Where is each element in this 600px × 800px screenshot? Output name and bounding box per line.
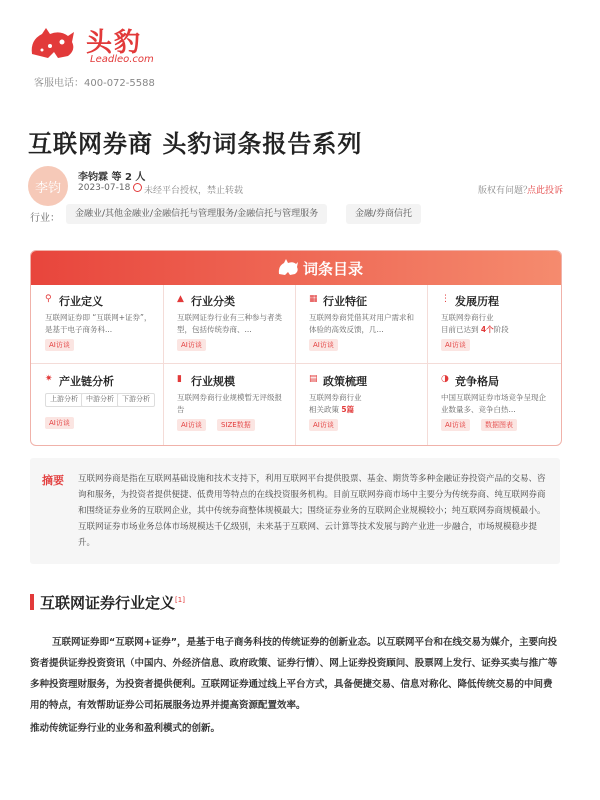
item-desc: 中国互联网证券市场竞争呈现企业数量多、竞争白热... <box>441 393 546 414</box>
ai-chip[interactable]: AI访谈 <box>45 339 74 351</box>
leopard-icon <box>277 257 299 279</box>
publish-date: 2023-07-18 <box>78 183 131 193</box>
item-desc: 互联网券商行业 相关政策 5篇 <box>309 393 362 414</box>
catalog-panel: 词条目录 ⚲ 行业定义 互联网证券即 “互联网+证券”，是基于电子商务科... AI访谈 ▲ 行业分类 互联网证券行业有三种参与者类型，包括传统券商、... AI访谈 ▦ 行业特征 互联网券商凭借其对用户需求和体验的高效反馈，几... AI访谈 ⋮ 发展历程 互联网券商行业 目前已达到 4个阶段 AI访谈 ✷ 产业链分析 上游分析 中游分析 下游分析 AI访谈 ▮ 行业规模 互联网券商行业规模暂无评级报告 AI访谈 SIZE数据 ▤ 政策梳理 互联网券商行业 相关政策 5篇 AI访谈 ◑ 竞争格局 中国互联网证券市场竞争呈现企业数量多、竞争白热... AI访谈 数据图表 <box>30 250 562 446</box>
logo-text: 头豹 <box>86 28 143 58</box>
chain-icon: ✷ <box>45 374 53 384</box>
grid-icon: ▦ <box>309 294 318 304</box>
size-data-chip[interactable]: SIZE数据 <box>217 419 255 431</box>
ai-chip[interactable]: AI访谈 <box>177 339 206 351</box>
section-title: 互联网证券行业定义[1] <box>40 594 185 612</box>
forbidden-icon <box>133 183 142 192</box>
authors[interactable]: 李钧霖 等 2 人 <box>78 172 146 183</box>
ai-chip[interactable]: AI访谈 <box>45 417 74 429</box>
avatar: 李钧 <box>28 166 68 206</box>
chart-data-chip[interactable]: 数据图表 <box>481 419 517 431</box>
ai-chip[interactable]: AI访谈 <box>441 419 470 431</box>
section-paragraph: 推动传统证券行业的业务和盈利模式的创新。 <box>30 723 221 734</box>
complaint-link[interactable]: 点此投诉 <box>527 186 564 196</box>
item-desc: 互联网券商行业 目前已达到 4个阶段 <box>441 313 509 334</box>
rights-question: 版权有问题？ <box>478 186 533 196</box>
abstract-label: 摘要 <box>42 474 64 487</box>
abstract-box <box>30 458 560 564</box>
bar-chart-icon: ▮ <box>177 374 182 384</box>
item-desc: 互联网券商凭借其对用户需求和体验的高效反馈，几... <box>309 313 414 334</box>
item-desc: 互联网证券行业有三种参与者类型，包括传统券商、... <box>177 313 282 334</box>
ai-chip[interactable]: AI访谈 <box>177 419 206 431</box>
ai-chip[interactable]: AI访谈 <box>309 339 338 351</box>
page-title: 互联网券商 头豹词条报告系列 <box>28 130 363 158</box>
timeline-icon: ⋮ <box>441 294 450 304</box>
item-desc: 互联网证券即 “互联网+证券”，是基于电子商务科... <box>45 313 152 334</box>
catalog-header <box>31 251 561 285</box>
footnote-ref[interactable]: [1] <box>175 596 185 604</box>
tree-icon: ▲ <box>177 294 184 304</box>
ai-chip[interactable]: AI访谈 <box>309 419 338 431</box>
section-marker <box>30 594 34 610</box>
leopard-logo-icon <box>28 24 78 64</box>
magnifier-icon: ⚲ <box>45 294 52 304</box>
industry-label: 行业： <box>30 213 60 224</box>
section-paragraph: 互联网证券即“互联网+证券”，是基于电子商务科技的传统证券的创新业态。以互联网平台和在线交易为媒介，主要向投资者提供证券投资资讯（中国内、外经济信息、政府政策、证券行情）、网上证券投资顾问、股票网上发行、证券买卖与推广等多种投资理财服务，为投资者提供便利。互联网证券通过线上平台方式，具备便捷交易、信息对称化、降低传统交易的中间费用的特点，有效帮助证券公司拓展服务边界并提高资源配置效率。 <box>30 637 558 711</box>
industry-tag[interactable]: 金融业/其他金融业/金融信托与管理服务/金融信托与管理服务 <box>66 204 327 224</box>
hotline: 客服电话：400-072-5588 <box>34 78 155 89</box>
item-desc: 互联网券商行业规模暂无评级报告 <box>177 393 282 414</box>
ai-chip[interactable]: AI访谈 <box>441 339 470 351</box>
mini-chip[interactable]: 下游分析 <box>117 393 155 407</box>
mini-chip[interactable]: 上游分析 <box>45 393 83 407</box>
catalog-title: 词条目录 <box>303 260 364 278</box>
pie-icon: ◑ <box>441 374 449 384</box>
mini-chip[interactable]: 中游分析 <box>81 393 119 407</box>
copyright-notice: 未经平台授权，禁止转载 <box>144 186 244 196</box>
abstract-text: 互联网券商是指在互联网基础设施和技术支持下，利用互联网平台提供股票、基金、期货等多种金融证券投资产品的交易、咨询和服务，为投资者提供便捷、低费用等特点的在线投资服务机构。目前互联网券商市场中主要分为传统券商、纯互联网券商和围绕证券业务的互联网企业，其中传统券商整体规模最大；围绕证券业务的互联网企业规模较小；纯互联网券商规模最小。互联网证券市场业务总体市场规模达千亿级别，未来基于互联网、云计算等技术发展与跨产业进一步融合，市场规模稳步提升。 <box>78 474 546 548</box>
policy-icon: ▤ <box>309 374 318 384</box>
logo-url: Leadleo.com <box>90 54 154 65</box>
industry-tag[interactable]: 金融/券商信托 <box>346 204 421 224</box>
